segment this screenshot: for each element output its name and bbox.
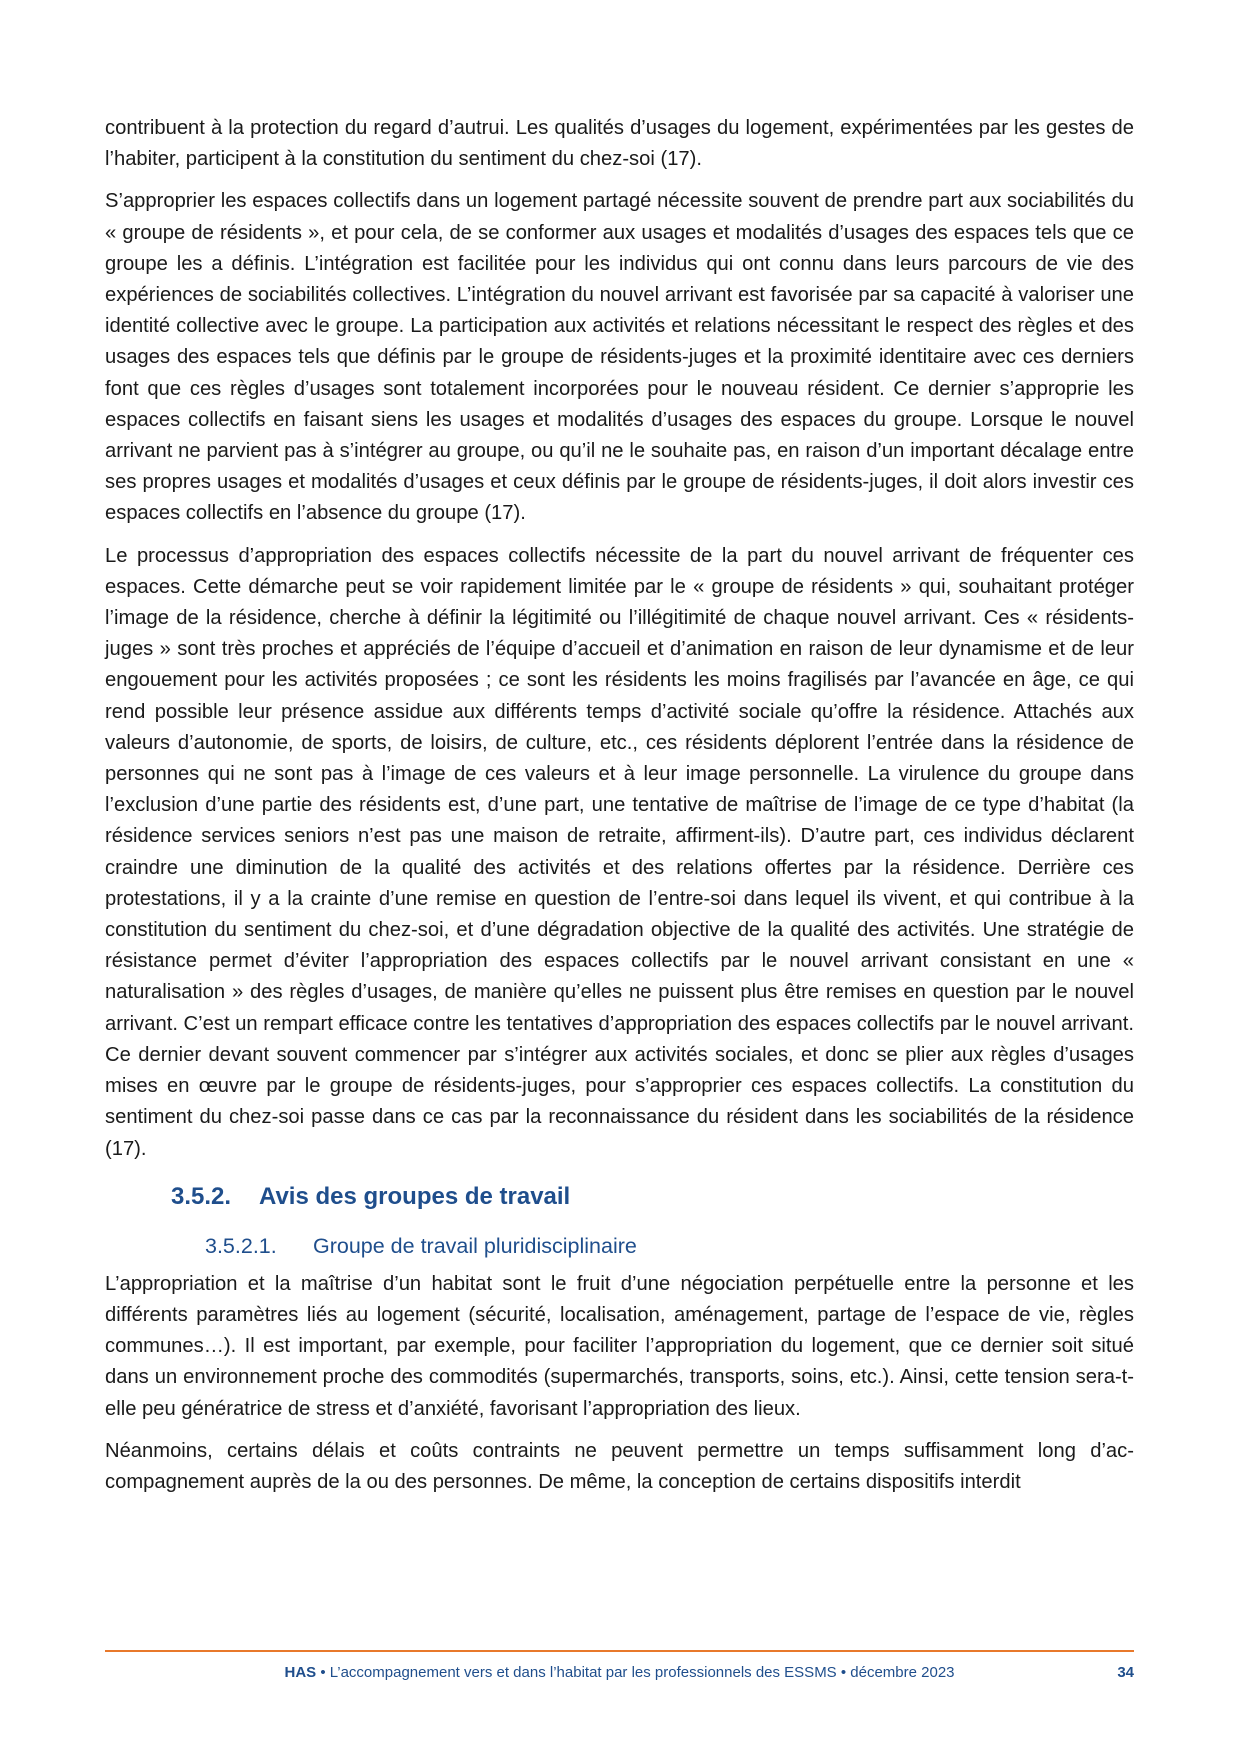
section-number: 3.5.2. <box>171 1182 232 1210</box>
subsection-heading <box>205 1231 1134 1261</box>
page-number: 34 <box>1117 1664 1134 1681</box>
footer <box>105 1664 1134 1681</box>
footer-divider <box>105 1650 1134 1652</box>
paragraph: Le processus d’appropriation des espaces collectifs nécessite de la part du nouvel arrivant de fréquenter ces espaces. Cette démarche peut se voir rapidement limitée par le « groupe de résidents » qui, souhaitant protéger l’image de la résidence, cherche à définir la légitimité ou l’illégitimité de chaque nouvel arrivant. Ces « résidents-juges » sont très proches et appréciés de l’équipe d’accueil et d’animation en raison de leur dynamisme et de leur engouement pour les activités proposées ; ce sont les résidents les moins fragilisés par l’avancée en âge, ce qui rend possible leur présence assidue aux différents temps d’activité sociale qu’offre la résidence. Attachés aux valeurs d’autonomie, de sports, de loisirs, de culture, etc., ces résidents déplorent l’entrée dans la résidence de personnes qui ne sont pas à l’image de ces valeurs et à leur image personnelle. La virulence du groupe dans l’exclusion d’une partie des résidents est, d’une part, une tentative de maîtrise de l’image de ce type d’habitat (la résidence services seniors n’est pas une maison de retraite, affirment-ils). D’autre part, ces individus déclarent craindre une diminution de la qualité des activités et des relations offertes par la résidence. Derrière ces protestations, il y a la crainte d’une remise en question de l’entre-soi dans lequel ils vivent, et qui contribue à la constitution du sentiment du chez-soi, et d’une dégradation objective de la qualité des activités. Une stratégie de résistance permet d’éviter l’appropriation des espaces collectifs par le nouvel arrivant consistant en une « naturalisation » des règles d’usages, de manière qu’elles ne puissent plus être remises en question par le nouvel arrivant. C’est un rempart efficace contre les tentatives d’appropriation des espaces collectifs par le nouvel arrivant. Ce dernier devant souvent commencer par s’intégrer aux activités sociales, et donc se plier aux règles d’usages mises en œuvre par le groupe de résidents-juges, pour s’approprier ces espaces collectifs. La constitution du sentiment du chez-soi passe dans ce cas par la reconnaissance du résident dans les sociabilités de la résidence (17). <box>105 544 1134 1160</box>
paragraph: Néanmoins, certains délais et coûts contraints ne peuvent permettre un temps suffisamment long d’accompagnement auprès de la ou des personnes. De même, la conception de certains dispositifs interdit <box>105 1439 1134 1493</box>
subsection-title: Groupe de travail pluridisciplinaire <box>313 1233 637 1258</box>
paragraph: contribuent à la protection du regard d’autrui. Les qualités d’usages du logement, expérimentées par les gestes de l’habiter, participent à la constitution du sentiment du chez-soi (17). <box>105 117 1134 171</box>
footer-text: • L’accompagnement vers et dans l’habitat par les professionnels des ESSMS • décembre 2023 <box>316 1664 955 1681</box>
section-title: Avis des groupes de travail <box>259 1182 571 1210</box>
footer-brand: HAS <box>284 1664 317 1681</box>
subsection-number: 3.5.2.1. <box>205 1233 277 1258</box>
paragraph: S’approprier les espaces collectifs dans un logement partagé nécessite souvent de prendre part aux sociabilités du « groupe de résidents », et pour cela, de se conformer aux usages et modalités d’usages des espaces tels que ce groupe les a définis. L’intégration est facilitée pour les individus qui ont connu dans leurs parcours de vie des expériences de sociabilités collectives. L’intégration du nouvel arrivant est favorisée par sa capacité à valoriser une identité collective avec le groupe. La participation aux activités et relations nécessitant le respect des règles et des usages des espaces tels que définis par le groupe de résidents-juges et la proximité identitaire avec ces derniers font que ces règles d’usages sont totalement incorporées pour le nouveau résident. Ce dernier s’approprie les espaces collectifs en faisant siens les usages et modalités d’usages des espaces du groupe. Lorsque le nouvel arrivant ne parvient pas à s’intégrer au groupe, ou qu’il ne le souhaite pas, en raison d’un important décalage entre ses propres usages et modalités d’usages et ceux définis par le groupe de résidents-juges, il doit alors investir ces espaces collectifs en l’absence du groupe (17). <box>105 190 1134 525</box>
section-heading <box>171 1179 1134 1215</box>
paragraph: L’appropriation et la maîtrise d’un habitat sont le fruit d’une négociation perpétuelle entre la personne et les différents paramètres liés au logement (sécurité, localisation, aménagement, partage de l’espace de vie, règles communes…). Il est important, par exemple, pour faciliter l’appropriation du logement, que ce dernier soit situé dans un environnement proche des commodités (supermarchés, transports, soins, etc.). Ainsi, cette tension sera-t-elle peu génératrice de stress et d’anxiété, favorisant l’appropriation des lieux. <box>105 1272 1134 1420</box>
body-text <box>105 113 1134 1509</box>
